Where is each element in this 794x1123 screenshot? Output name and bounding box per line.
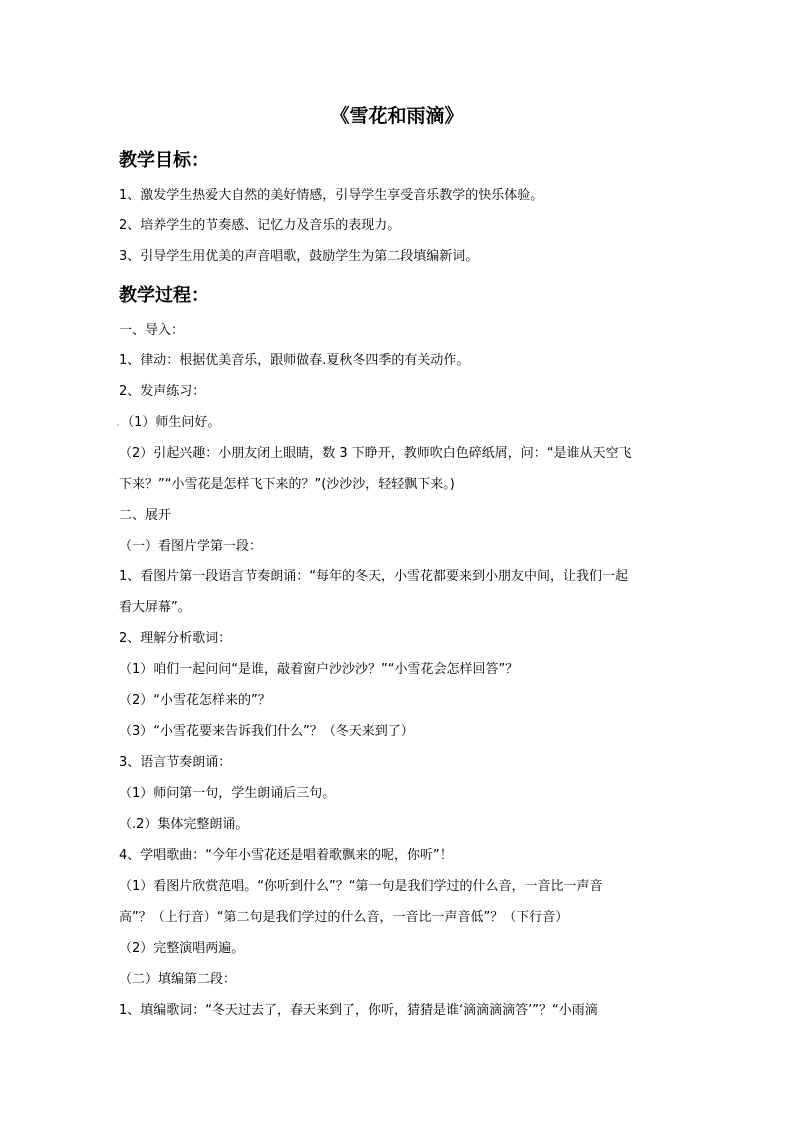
process-line: 4、学唱歌曲：“今年小雪花还是唱着歌飘来的呢，你听”！ — [119, 848, 453, 863]
process-line: 3、语言节奏朗诵： — [119, 755, 232, 770]
process-line: 2、发声练习： — [119, 384, 206, 399]
process-line: （2）完整演唱两遍。 — [119, 941, 245, 956]
process-line: 1、填编歌词：“冬天过去了，春天来到了，你听，猜猜是谁‘滴滴滴滴答’”？“小雨滴 — [119, 1003, 598, 1018]
goal-item-3: 3、引导学生用优美的声音唱歌，鼓励学生为第二段填编新词。 — [119, 249, 479, 264]
process-line: （3）“小雪花要来告诉我们什么”？（冬天来到了） — [119, 724, 414, 739]
process-line: 一、导入： — [119, 323, 185, 338]
process-line: （2）引起兴趣：小朋友闭上眼睛，数 3 下睁开，教师吹白色碎纸屑，问：“是谁从天空飞 — [119, 446, 632, 461]
goal-item-2: 2、培养学生的节奏感、记忆力及音乐的表现力。 — [119, 218, 401, 233]
document-title: 《雪花和雨滴》 — [330, 105, 464, 127]
goal-item-1: 1、激发学生热爱大自然的美好情感，引导学生享受音乐教学的快乐体验。 — [119, 188, 544, 203]
process-line: （1）看图片欣赏范唱。“你听到什么”？“第一句是我们学过的什么音，一音比一声音 — [119, 879, 603, 894]
process-heading: 教学过程： — [119, 285, 209, 306]
process-line-text: （1）师生问好。 — [121, 415, 221, 430]
process-line: （1）师问第一句，学生朗诵后三句。 — [119, 786, 336, 801]
process-line: 下来？”“小雪花是怎样飞下来的？”(沙沙沙，轻轻飘下来。) — [119, 477, 455, 492]
process-line: （2）“小雪花怎样来的”？ — [119, 693, 271, 708]
process-line: 1、看图片第一段语言节奏朗诵：“每年的冬天，小雪花都要来到小朋友中间，让我们一起 — [119, 569, 629, 584]
process-line — [116, 413, 676, 433]
process-line: 二、展开 — [119, 508, 172, 523]
process-line: 高”？（上行音）“第二句是我们学过的什么音，一音比一声音低”？（下行音） — [119, 910, 569, 925]
process-line: 2、理解分析歌词： — [119, 631, 232, 646]
process-line: （一）看图片学第一段： — [119, 539, 263, 554]
process-line: （二）填编第二段： — [119, 972, 237, 987]
process-line: 1、律动：根据优美音乐，跟师做春.夏秋冬四季的有关动作。 — [119, 353, 470, 368]
process-line: （1）咱们一起问问“是谁，敲着窗户沙沙沙？”“小雪花会怎样回答”？ — [119, 662, 519, 677]
process-line: 看大屏幕”。 — [119, 600, 191, 615]
bullet-mark: . — [116, 415, 121, 430]
process-line: （.2）集体完整朗诵。 — [119, 817, 249, 832]
goals-heading: 教学目标： — [119, 150, 209, 171]
